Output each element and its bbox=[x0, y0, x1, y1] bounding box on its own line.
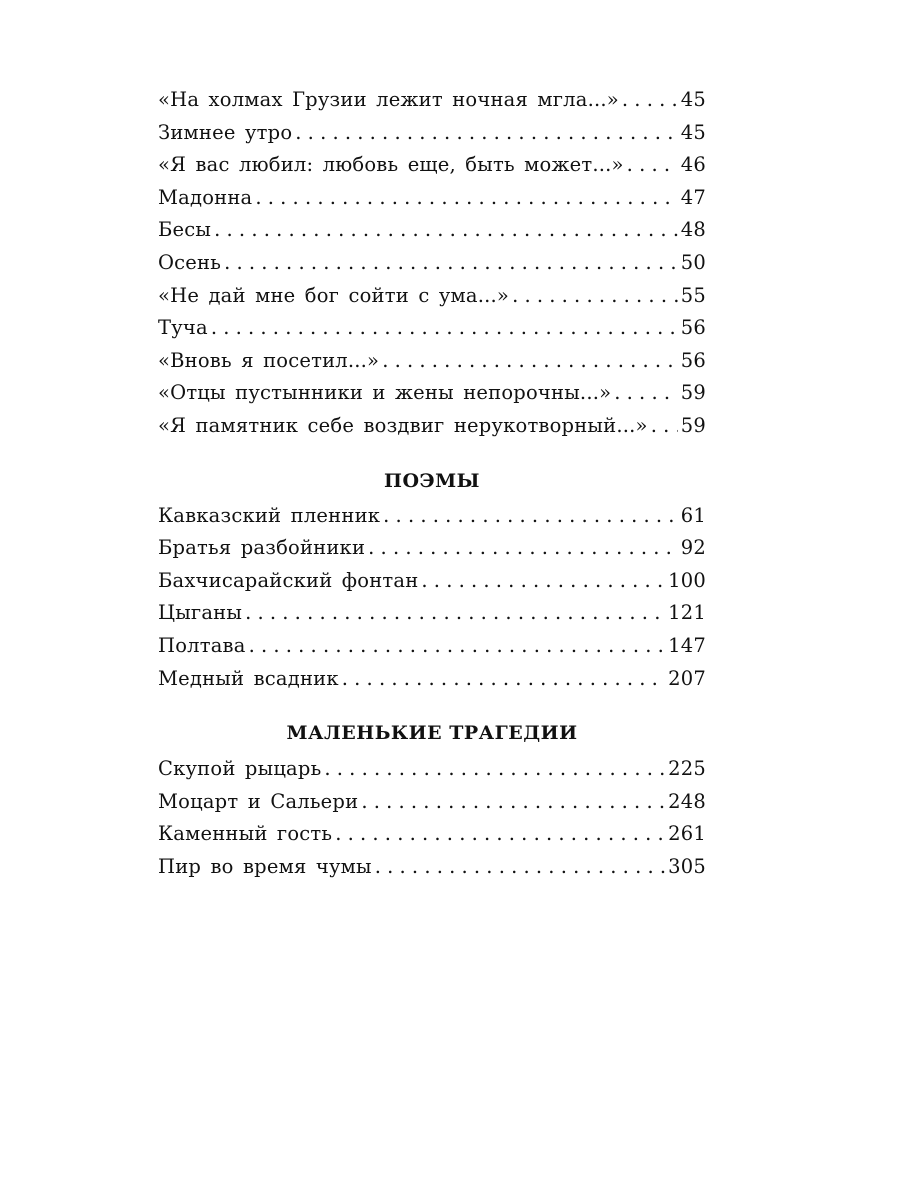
toc-entry-title: Кавказский пленник bbox=[158, 503, 381, 527]
toc-entry-page: 207 bbox=[668, 666, 706, 690]
toc-entry-title: Цыганы bbox=[158, 601, 243, 625]
toc-entry-page: 225 bbox=[668, 757, 706, 781]
toc-entry-title: Каменный гость bbox=[158, 822, 333, 846]
toc-entry bbox=[158, 218, 706, 251]
dot-leader bbox=[295, 121, 678, 144]
toc-entry-page: 100 bbox=[668, 568, 706, 592]
dot-leader bbox=[224, 251, 678, 274]
toc-entry bbox=[158, 414, 706, 447]
poems-list bbox=[158, 504, 706, 700]
lyrics-list bbox=[158, 88, 706, 447]
dot-leader bbox=[382, 349, 678, 372]
toc-entry-page: 50 bbox=[680, 250, 706, 274]
dot-leader bbox=[335, 822, 665, 845]
dot-leader bbox=[361, 790, 665, 813]
dot-leader bbox=[342, 667, 665, 690]
toc-entry-page: 45 bbox=[680, 120, 706, 144]
toc-entry-title: Осень bbox=[158, 250, 222, 274]
toc-entry-title: Пир во время чумы bbox=[158, 854, 372, 878]
toc-entry bbox=[158, 855, 706, 888]
toc-entry-page: 45 bbox=[680, 88, 706, 111]
toc-entry-page: 59 bbox=[680, 381, 706, 405]
dot-leader bbox=[614, 381, 678, 404]
dot-leader bbox=[512, 284, 678, 307]
toc-entry bbox=[158, 153, 706, 186]
toc-entry-title: «Не дай мне бог сойти с ума...» bbox=[158, 283, 510, 307]
dot-leader bbox=[421, 569, 665, 592]
dot-leader bbox=[651, 414, 678, 437]
section-heading-poems: ПОЭМЫ bbox=[384, 469, 480, 492]
section-heading-tragedies: МАЛЕНЬКИЕ ТРАГЕДИИ bbox=[286, 722, 578, 745]
toc-entry-title: Медный всадник bbox=[158, 666, 339, 690]
toc-entry-page: 248 bbox=[668, 789, 706, 813]
toc-entry bbox=[158, 536, 706, 569]
toc-entry-page: 261 bbox=[668, 822, 706, 846]
toc-entry bbox=[158, 251, 706, 284]
toc-entry-title: Туча bbox=[158, 316, 208, 340]
toc-entry-title: Мадонна bbox=[158, 185, 253, 209]
toc-entry-title: «Вновь я посетил...» bbox=[158, 348, 380, 372]
dot-leader bbox=[368, 536, 678, 559]
toc-entry-title: «На холмах Грузии лежит ночная мгла...» bbox=[158, 88, 619, 111]
toc-entry bbox=[158, 822, 706, 855]
toc-entry-page: 56 bbox=[680, 348, 706, 372]
toc-entry-title: Полтава bbox=[158, 633, 246, 657]
toc-entry-page: 61 bbox=[680, 503, 706, 527]
dot-leader bbox=[245, 601, 665, 624]
toc-entry-title: Бесы bbox=[158, 218, 212, 242]
toc-entry bbox=[158, 757, 706, 790]
dot-leader bbox=[627, 153, 678, 176]
toc-entry bbox=[158, 381, 706, 414]
toc-entry-title: Бахчисарайский фонтан bbox=[158, 568, 419, 592]
toc-entry bbox=[158, 349, 706, 382]
toc-entry-page: 92 bbox=[680, 536, 706, 560]
dot-leader bbox=[324, 757, 665, 780]
toc-entry-title: Братья разбойники bbox=[158, 536, 366, 560]
dot-leader bbox=[622, 88, 678, 111]
toc-entry-page: 59 bbox=[680, 413, 706, 437]
toc-entry-title: «Отцы пустынники и жены непорочны...» bbox=[158, 381, 612, 405]
toc-entry-title: Моцарт и Сальери bbox=[158, 789, 359, 813]
dot-leader bbox=[255, 186, 677, 209]
toc-entry-title: Зимнее утро bbox=[158, 120, 293, 144]
toc-entry bbox=[158, 601, 706, 634]
dot-leader bbox=[249, 634, 666, 657]
toc-entry-page: 55 bbox=[680, 283, 706, 307]
toc-entry bbox=[158, 186, 706, 219]
toc-entry bbox=[158, 634, 706, 667]
toc-entry-page: 121 bbox=[668, 601, 706, 625]
toc-entry bbox=[158, 790, 706, 823]
toc-entry bbox=[158, 316, 706, 349]
dot-leader bbox=[375, 855, 665, 878]
toc-entry-page: 147 bbox=[668, 633, 706, 657]
toc-entry-page: 47 bbox=[680, 185, 706, 209]
toc-entry bbox=[158, 504, 706, 537]
toc-entry-title: «Я вас любил: любовь еще, быть может...» bbox=[158, 153, 624, 177]
toc-entry bbox=[158, 667, 706, 700]
toc-entry-page: 305 bbox=[668, 854, 706, 878]
toc-entry-title: «Я памятник себе воздвиг нерукотворный...» bbox=[158, 413, 648, 437]
toc-entry-page: 48 bbox=[680, 218, 706, 242]
toc-entry-page: 56 bbox=[680, 316, 706, 340]
tragedies-list bbox=[158, 757, 706, 887]
toc-entry bbox=[158, 121, 706, 154]
dot-leader bbox=[214, 218, 678, 241]
table-of-contents bbox=[158, 88, 706, 887]
toc-entry-title: Скупой рыцарь bbox=[158, 757, 322, 781]
toc-entry bbox=[158, 569, 706, 602]
toc-entry bbox=[158, 88, 706, 121]
toc-entry-page: 46 bbox=[680, 153, 706, 177]
dot-leader bbox=[383, 504, 678, 527]
dot-leader bbox=[211, 316, 678, 339]
toc-entry bbox=[158, 284, 706, 317]
